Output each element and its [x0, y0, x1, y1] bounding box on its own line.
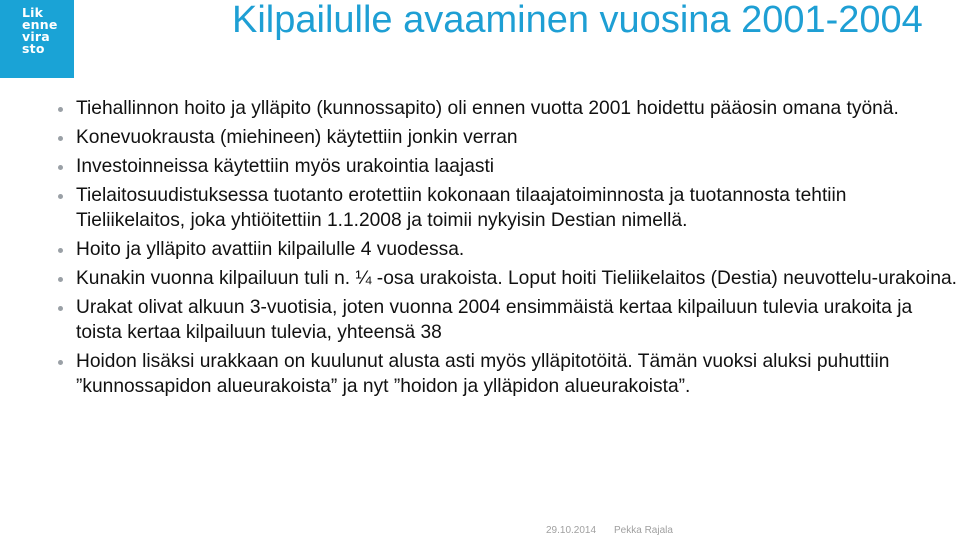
bullet-dot-icon — [58, 136, 63, 141]
slide-title: Kilpailulle avaaminen vuosina 2001-2004 — [232, 0, 923, 41]
bullet-dot-icon — [58, 165, 63, 170]
bullet-text: Hoidon lisäksi urakkaan on kuulunut alusta asti myös ylläpitotöitä. Tämän vuoksi aluksi puhuttiin ”kunnossapidon alueurakoista” ja nyt ”hoidon ja ylläpidon alueurakoista”. — [76, 351, 890, 397]
footer-author: Pekka Rajala — [614, 525, 673, 536]
bullet-text: Tielaitosuudistuksessa tuotanto erotettiin kokonaan tilaajatoiminnosta ja tuotannosta tehtiin Tieliikelaitos, joka yhtiöitettiin 1.1.2008 ja toimii nykyisin Destian nimellä. — [76, 185, 847, 231]
bullet-dot-icon — [58, 306, 63, 311]
bullet-item — [58, 125, 958, 150]
bullet-item — [58, 349, 958, 399]
bullet-item — [58, 237, 958, 262]
bullet-item — [58, 96, 958, 121]
logo-line: enne — [22, 17, 58, 32]
bullet-item — [58, 183, 958, 233]
bullet-item — [58, 266, 958, 291]
footer-date: 29.10.2014 — [546, 525, 597, 536]
bullet-dot-icon — [58, 248, 63, 253]
bullet-text: Investoinneissa käytettiin myös urakointia laajasti — [76, 156, 495, 177]
bullet-dot-icon — [58, 277, 63, 282]
logo-line: Lik — [22, 5, 44, 20]
bullet-text: Tiehallinnon hoito ja ylläpito (kunnossapito) oli ennen vuotta 2001 hoidettu pääosin omana työnä. — [76, 98, 899, 119]
bullet-text: Urakat olivat alkuun 3-vuotisia, joten vuonna 2004 ensimmäistä kertaa kilpailuun tulevia urakoita ja toista kertaa kilpailuun tulevia, yhteensä 38 — [76, 297, 913, 343]
bullet-list — [58, 96, 958, 403]
bullet-text: Hoito ja ylläpito avattiin kilpailulle 4 vuodessa. — [76, 239, 465, 260]
bullet-item — [58, 295, 958, 345]
liikennevirasto-logo — [0, 0, 74, 78]
logo-line: vira — [22, 29, 50, 44]
bullet-item — [58, 154, 958, 179]
bullet-dot-icon — [58, 360, 63, 365]
bullet-text: Kunakin vuonna kilpailuun tuli n. ¼ -osa urakoista. Loput hoiti Tieliikelaitos (Destia) neuvottelu-urakoina. — [76, 268, 957, 289]
bullet-text: Konevuokrausta (miehineen) käytettiin jonkin verran — [76, 127, 518, 148]
logo-line: sto — [22, 41, 45, 56]
bullet-dot-icon — [58, 194, 63, 199]
bullet-dot-icon — [58, 107, 63, 112]
